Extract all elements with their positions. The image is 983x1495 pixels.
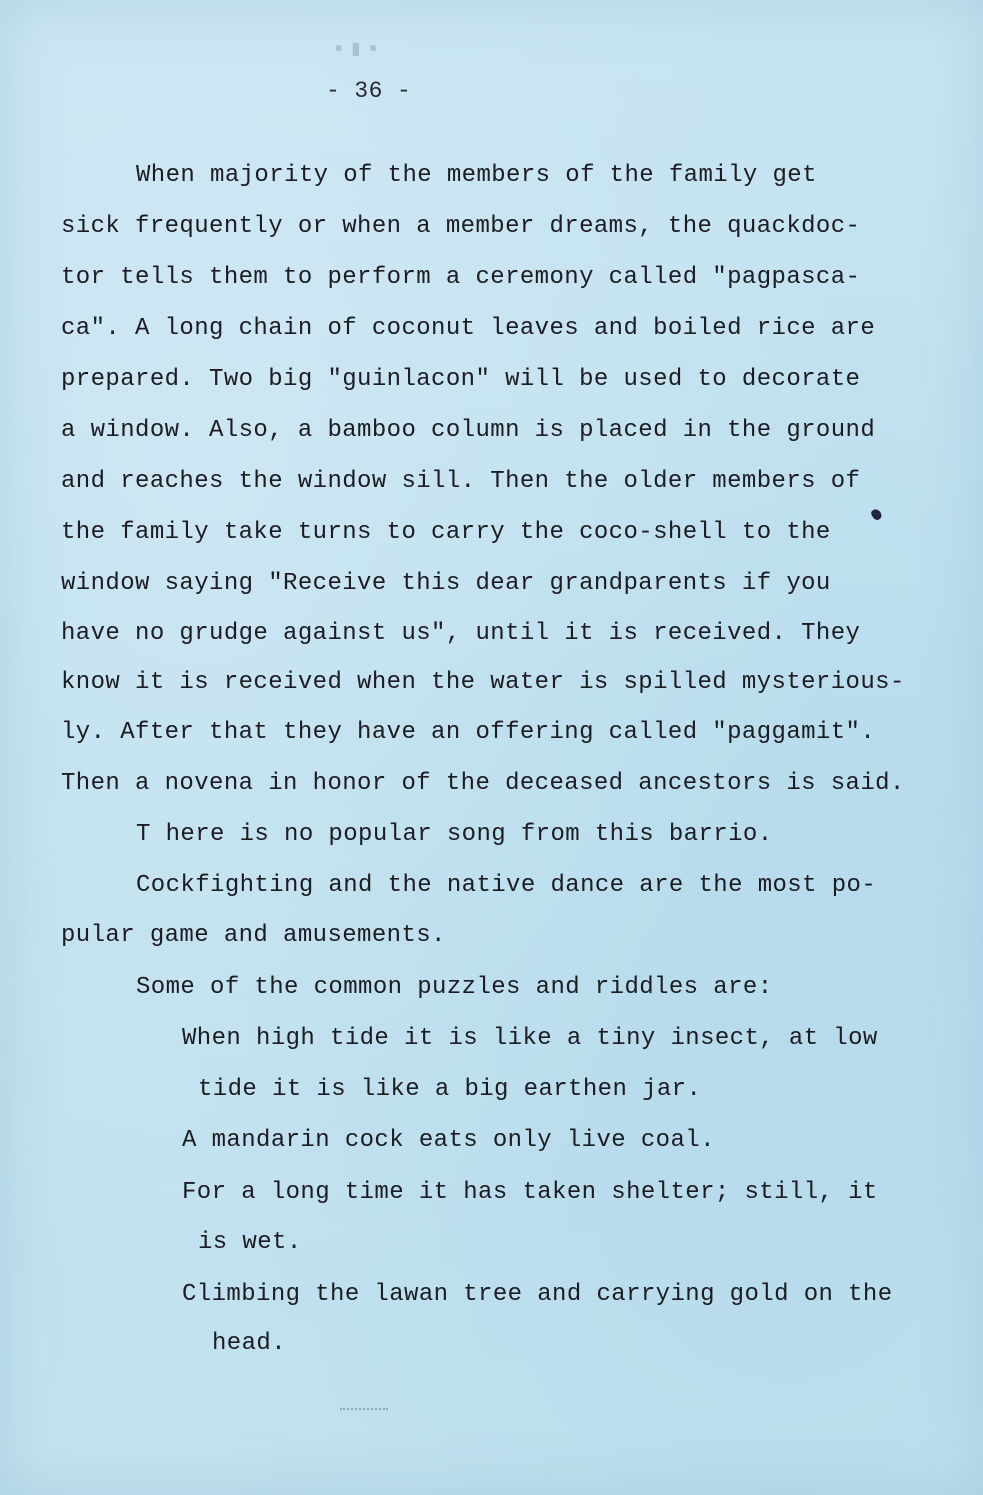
riddle-line: For a long time it has taken shelter; still, it xyxy=(182,1179,878,1206)
text-line: and reaches the window sill. Then the older members of xyxy=(61,468,861,495)
text-line: T here is no popular song from this barrio. xyxy=(136,821,773,848)
text-line: the family take turns to carry the coco-shell to the xyxy=(61,519,831,546)
text-line: have no grudge against us", until it is received. They xyxy=(61,620,861,647)
text-line: a window. Also, a bamboo column is placed in the ground xyxy=(61,417,876,444)
text-line: ca". A long chain of coconut leaves and boiled rice are xyxy=(61,315,876,342)
ink-dot xyxy=(870,507,883,521)
page-number: - 36 - xyxy=(326,78,412,104)
riddle-line: A mandarin cock eats only live coal. xyxy=(182,1127,715,1154)
text-line: tor tells them to perform a ceremony called "pagpasca- xyxy=(61,264,861,291)
faint-mark: ▪▮▪ xyxy=(332,37,384,62)
text-line: Some of the common puzzles and riddles are: xyxy=(136,974,773,1001)
text-line: ly. After that they have an offering called "paggamit". xyxy=(61,719,876,746)
text-line: When majority of the members of the family get xyxy=(136,162,817,189)
text-line: sick frequently or when a member dreams, the quackdoc- xyxy=(61,213,861,240)
riddle-line: is wet. xyxy=(198,1229,302,1256)
text-line: Cockfighting and the native dance are the most po- xyxy=(136,872,877,899)
riddle-line: Climbing the lawan tree and carrying gold on the xyxy=(182,1281,893,1308)
text-line: prepared. Two big "guinlacon" will be used to decorate xyxy=(61,366,861,393)
riddle-line: tide it is like a big earthen jar. xyxy=(198,1076,702,1103)
riddle-line: When high tide it is like a tiny insect, at low xyxy=(182,1025,878,1052)
text-line: pular game and amusements. xyxy=(61,922,446,949)
text-line: window saying "Receive this dear grandparents if you xyxy=(61,570,831,597)
smudge-mark xyxy=(340,1408,388,1416)
text-line: Then a novena in honor of the deceased ancestors is said. xyxy=(61,770,905,797)
text-line: know it is received when the water is spilled mysterious- xyxy=(61,669,905,696)
riddle-line: head. xyxy=(212,1330,287,1357)
